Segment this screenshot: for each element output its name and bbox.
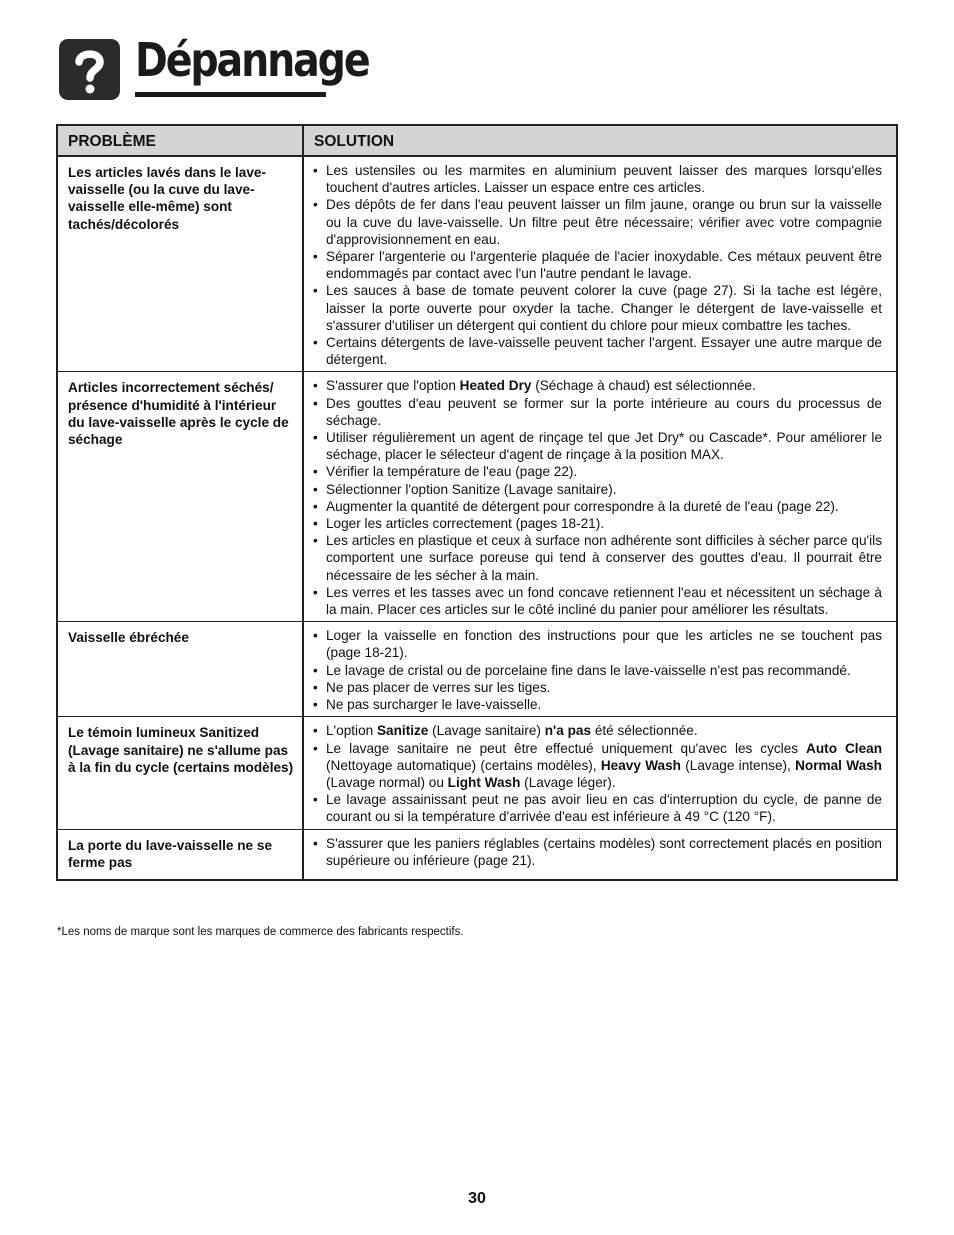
solution-item (312, 791, 882, 825)
solution-text: L'option (326, 723, 377, 739)
solution-text: Certains détergents de lave-vaisselle peuvent tacher l'argent. Essayer une autre marque de détergent. (326, 335, 882, 368)
solution-text: Séparer l'argenterie ou l'argenterie plaquée de l'acier inoxydable. Ces métaux peuvent être endommagés par contact avec l'un l'autre pendant le lavage. (326, 249, 882, 282)
solution-item (312, 835, 882, 869)
solution-text: S'assurer que l'option (326, 378, 460, 394)
page-title: Dépannage (135, 33, 369, 87)
solution-text: (Lavage léger). (520, 774, 616, 790)
solution-emphasis: Heavy Wash (600, 757, 681, 773)
solution-text: Loger la vaisselle en fonction des instructions pour que les articles ne se touchent pas (page 18-21). (326, 628, 882, 661)
table-header-row (57, 125, 897, 156)
solution-cell (303, 156, 897, 372)
troubleshooting-table (56, 124, 898, 881)
solution-item (312, 532, 882, 584)
solution-item (312, 696, 882, 713)
solution-list (312, 377, 882, 618)
solution-item (312, 463, 882, 480)
problem-cell: Articles incorrectement séchés/ présence d'humidité à l'intérieur du lave-vaisselle après le cycle de séchage (57, 372, 303, 622)
solution-text: (Lavage normal) ou (326, 774, 448, 790)
solution-text: Utiliser régulièrement un agent de rinçage tel que Jet Dry* ou Cascade*. Pour améliorer le séchage, placer le sélecteur d'agent de rinçage à la position MAX. (326, 430, 882, 463)
solution-list (312, 627, 882, 713)
page-number: 30 (468, 1190, 486, 1207)
solution-text: S'assurer que les paniers réglables (certains modèles) sont correctement placés en position supérieure ou inférieure (page 21). (326, 835, 882, 868)
solution-text: Ne pas placer de verres sur les tiges. (326, 679, 551, 695)
solution-emphasis: Light Wash (447, 774, 521, 790)
solution-emphasis: Heated Dry (459, 378, 532, 394)
table-row (57, 156, 897, 372)
solution-text: Vérifier la température de l'eau (page 22). (326, 464, 578, 480)
solution-text: Ne pas surcharger le lave-vaisselle. (326, 697, 542, 713)
solution-item (312, 282, 882, 334)
solution-text: Le lavage de cristal ou de porcelaine fine dans le lave-vaisselle n'est pas recommandé. (326, 662, 851, 678)
solution-cell (303, 829, 897, 880)
solution-item (312, 740, 882, 792)
solution-text: (Nettoyage automatique) (certains modèles), (326, 757, 601, 773)
table-row (57, 622, 897, 717)
problem-cell: Vaisselle ébréchée (57, 622, 303, 717)
solution-item (312, 334, 882, 368)
solution-item (312, 395, 882, 429)
solution-item (312, 515, 882, 532)
solution-text: Les articles en plastique et ceux à surface non adhérente sont difficiles à sécher parce qu'ils comportent une surface poreuse qui tend à conserver des gouttes d'eau. Il pourrait être nécessaire de les sécher à la main. (326, 533, 882, 583)
solution-list (312, 722, 882, 825)
solution-text: (Lavage intense), (680, 757, 796, 773)
problem-cell: Les articles lavés dans le lave-vaisselle (ou la cuve du lave-vaisselle elle-même) sont tachés/décolorés (57, 156, 303, 372)
table-row (57, 372, 897, 622)
solution-text: Des gouttes d'eau peuvent se former sur la porte intérieure au cours du processus de séchage. (326, 395, 882, 428)
solution-item (312, 377, 882, 394)
solution-item (312, 429, 882, 463)
solution-cell (303, 622, 897, 717)
solution-cell (303, 372, 897, 622)
solution-text: Les verres et les tasses avec un fond concave retiennent l'eau et nécessitent un séchage à la main. Placer ces articles sur le côté incliné du panier pour améliorer les résultats. (326, 584, 882, 618)
solution-text: Les ustensiles ou les marmites en aluminium peuvent laisser des marques lorsqu'elles touchent d'autres articles. Laisser un espace entre ces articles. (326, 163, 882, 196)
solution-text: Les sauces à base de tomate peuvent colorer la cuve (page 27). Si la tache est légère, laisser la porte ouverte pour oxyder la tache. Changer le détergent de lave-vaisselle et s'assurer d'utiliser un détergent qui contient du chlore pour mieux combattre les taches. (326, 283, 882, 333)
title-underline (135, 92, 326, 97)
solution-item (312, 662, 882, 679)
solution-item (312, 679, 882, 696)
column-header-problem: PROBLÈME (57, 125, 303, 156)
solution-text: Sélectionner l'option Sanitize (Lavage sanitaire). (326, 481, 617, 497)
solution-item (312, 627, 882, 661)
solution-item (312, 722, 882, 739)
solution-text: Loger les articles correctement (pages 18-21). (326, 516, 605, 532)
solution-list (312, 162, 882, 368)
solution-text: (Séchage à chaud) est sélectionnée. (531, 378, 756, 394)
table-row (57, 829, 897, 880)
solution-emphasis: n'a pas (544, 723, 592, 739)
solution-list (312, 835, 882, 869)
problem-cell: La porte du lave-vaisselle ne se ferme pas (57, 829, 303, 880)
solution-emphasis: Auto Clean (806, 740, 882, 756)
problem-cell: Le témoin lumineux Sanitized (Lavage sanitaire) ne s'allume pas à la fin du cycle (certains modèles) (57, 717, 303, 829)
solution-text: Le lavage assainissant peut ne pas avoir lieu en cas d'interruption du cycle, de panne de courant ou si la température d'arrivée d'eau est inférieure à 49 °C (120 °F). (326, 792, 882, 825)
column-header-solution: SOLUTION (303, 125, 897, 156)
solution-text: été sélectionnée. (591, 723, 698, 739)
solution-emphasis: Normal Wash (795, 757, 882, 773)
solution-text: Augmenter la quantité de détergent pour correspondre à la dureté de l'eau (page 22). (326, 498, 839, 514)
solution-item (312, 248, 882, 282)
solution-item (312, 162, 882, 196)
solution-emphasis: Sanitize (376, 723, 429, 739)
solution-item (312, 481, 882, 498)
solution-item (312, 584, 882, 618)
solution-text: (Lavage sanitaire) (428, 723, 545, 739)
solution-text: Des dépôts de fer dans l'eau peuvent laisser un film jaune, orange ou brun sur la vaisselle ou la cuve du lave-vaisselle. Un filtre peut être nécessaire; vérifier avec votre compagnie d'approvisionnement en eau. (326, 197, 882, 247)
solution-cell (303, 717, 897, 829)
solution-text: Le lavage sanitaire ne peut être effectué uniquement qu'avec les cycles (326, 740, 807, 756)
footnote: *Les noms de marque sont les marques de commerce des fabricants respectifs. (57, 926, 464, 938)
solution-item (312, 196, 882, 248)
table-row (57, 717, 897, 829)
question-mark-icon (59, 39, 120, 100)
solution-item (312, 498, 882, 515)
